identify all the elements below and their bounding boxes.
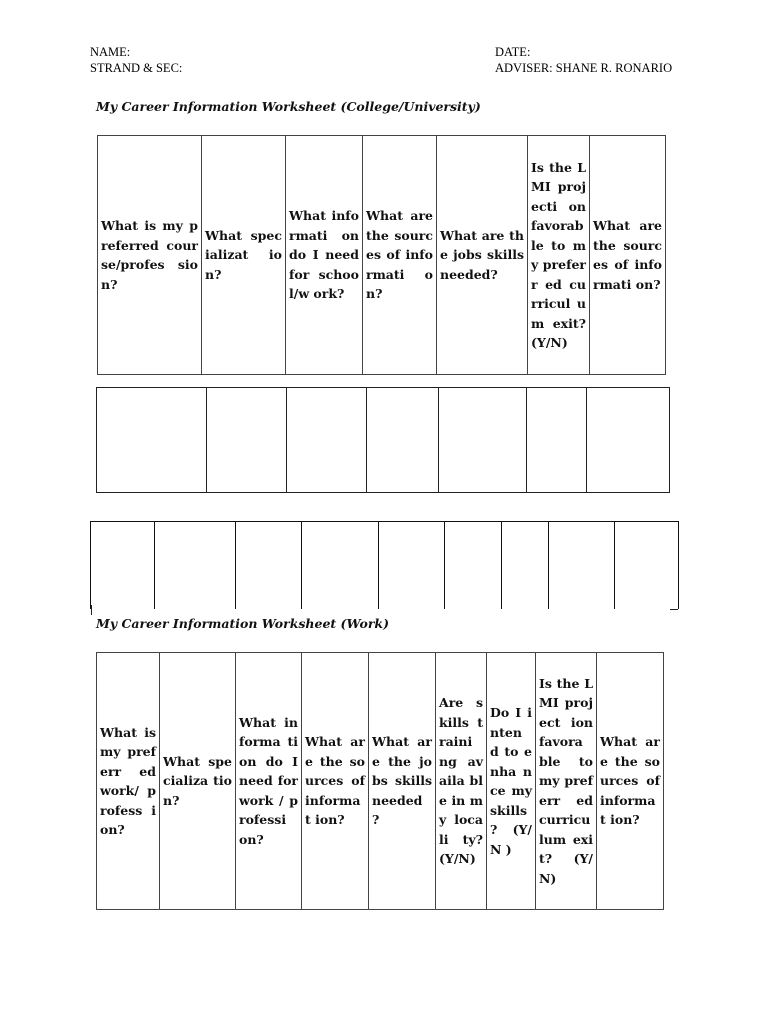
answer-cell[interactable] bbox=[97, 388, 207, 493]
college-col-sources-2: What are the sources of informati on? bbox=[590, 136, 666, 375]
college-worksheet-table bbox=[97, 135, 666, 375]
answer-cell[interactable] bbox=[439, 388, 527, 493]
college-col-sources: What are the sources of informati on? bbox=[363, 136, 437, 375]
work-col-specialization: What specializa tion? bbox=[160, 653, 236, 910]
work-answer-row bbox=[91, 522, 679, 610]
college-col-specialization: What specializat ion? bbox=[202, 136, 286, 375]
name-label: NAME: bbox=[90, 45, 131, 59]
work-col-information-needed: What informa tion do I need for work / professi on? bbox=[236, 653, 302, 910]
work-col-job-skills: What are the jobs skills needed ? bbox=[369, 653, 436, 910]
work-worksheet-title: My Career Information Worksheet (Work) bbox=[96, 616, 389, 631]
answer-cell[interactable] bbox=[155, 522, 236, 610]
college-answer-table bbox=[96, 387, 670, 493]
answer-cell[interactable] bbox=[615, 522, 679, 610]
work-col-sources-2: What are the sources of informat ion? bbox=[597, 653, 664, 910]
college-col-lmi-projection: Is the LMI projecti on favorab le to my preferr ed curricul um exit? (Y/N) bbox=[528, 136, 590, 375]
college-header-row bbox=[98, 136, 666, 375]
answer-cell[interactable] bbox=[236, 522, 302, 610]
answer-cell[interactable] bbox=[367, 388, 439, 493]
answer-cell[interactable] bbox=[527, 388, 587, 493]
answer-cell[interactable] bbox=[379, 522, 445, 610]
work-answer-table bbox=[90, 521, 679, 609]
date-label: DATE: bbox=[495, 45, 531, 59]
adviser-label: ADVISER: SHANE R. RONARIO bbox=[495, 61, 673, 75]
answer-cell[interactable] bbox=[587, 388, 670, 493]
work-header-row bbox=[97, 653, 664, 910]
answer-cell[interactable] bbox=[91, 522, 155, 610]
college-col-information-needed: What informati on do I need for school/w ork? bbox=[286, 136, 363, 375]
table-edge-mark bbox=[670, 609, 678, 610]
answer-cell[interactable] bbox=[302, 522, 379, 610]
work-col-sources: What are the sources of informat ion? bbox=[302, 653, 369, 910]
strand-section-label: STRAND & SEC: bbox=[90, 61, 183, 75]
college-col-job-skills: What are the jobs skills needed? bbox=[437, 136, 528, 375]
work-col-skills-training: Are skills traini ng availa ble in my locali ty? (Y/N) bbox=[436, 653, 487, 910]
college-worksheet-title: My Career Information Worksheet (College/University) bbox=[96, 99, 481, 114]
answer-cell[interactable] bbox=[287, 388, 367, 493]
table-edge-mark bbox=[91, 605, 92, 615]
work-col-enhance-skills: Do I inten d to enha nce my skills ? (Y/N ) bbox=[487, 653, 536, 910]
work-col-preferred-work: What is my preferr ed work/ profess ion? bbox=[97, 653, 160, 910]
answer-cell[interactable] bbox=[549, 522, 615, 610]
work-col-lmi-projection: Is the LMI project ion favora ble to my preferr ed curricu lum exit? (Y/N) bbox=[536, 653, 597, 910]
work-worksheet-table bbox=[96, 652, 664, 910]
answer-cell[interactable] bbox=[207, 388, 287, 493]
college-col-preferred-course: What is my preferred course/profes sion? bbox=[98, 136, 202, 375]
answer-cell[interactable] bbox=[502, 522, 549, 610]
college-answer-row bbox=[97, 388, 670, 493]
answer-cell[interactable] bbox=[445, 522, 502, 610]
